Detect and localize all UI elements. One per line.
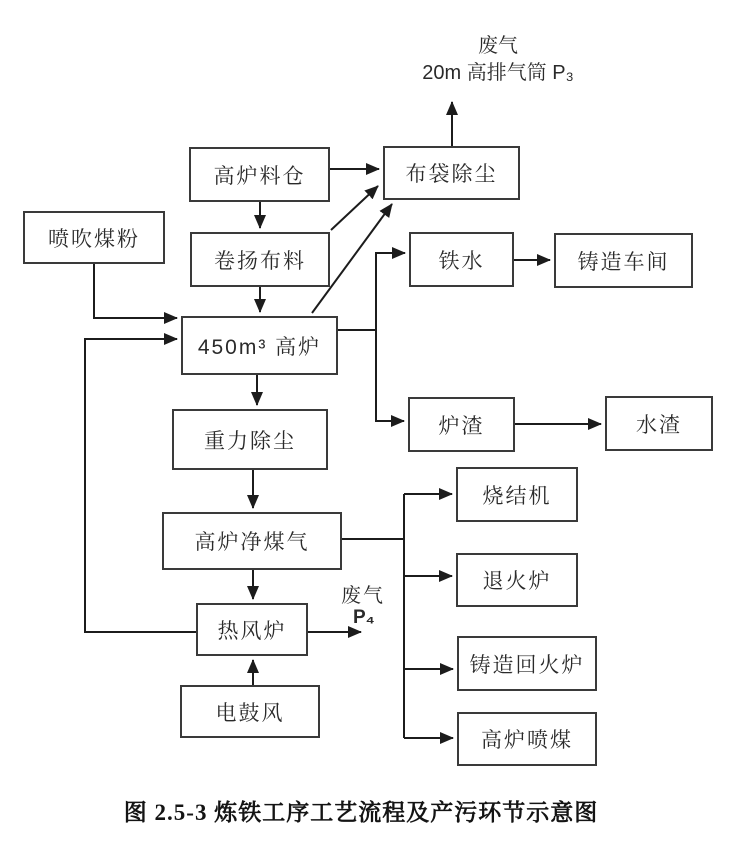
node-bag-filter: 布袋除尘 xyxy=(383,146,520,200)
edge-hoist-to-bag-filter xyxy=(331,186,378,230)
node-furnace-slag: 炉渣 xyxy=(408,397,515,452)
node-coal-powder-injection: 喷吹煤粉 xyxy=(23,211,165,264)
node-bf-coal-injection: 高炉喷煤 xyxy=(457,712,597,766)
edge-hot-blast-to-furnace xyxy=(85,339,196,632)
figure-caption: 图 2.5-3 炼铁工序工艺流程及产污环节示意图 xyxy=(123,800,599,825)
node-casting-workshop: 铸造车间 xyxy=(554,233,693,288)
edge-branch-to-slag xyxy=(376,330,404,421)
node-clean-bf-gas: 高炉净煤气 xyxy=(162,512,342,570)
node-blast-furnace-silo: 高炉料仓 xyxy=(189,147,330,202)
p4-waste-gas-text: 废气 xyxy=(341,585,385,607)
node-water-slag: 水渣 xyxy=(605,396,713,451)
node-blast-furnace-450: 450m³ 高炉 xyxy=(181,316,338,375)
node-molten-iron: 铁水 xyxy=(409,232,514,287)
stack-waste-gas-text: 废气 xyxy=(478,35,518,57)
stack-height-text: 20m 高排气筒 P₃ xyxy=(422,62,574,84)
node-electric-blower: 电鼓风 xyxy=(180,685,320,738)
node-hoist-charging: 卷扬布料 xyxy=(190,232,330,287)
edge-coal-injection-to-furnace xyxy=(94,264,177,318)
node-hot-blast-stove: 热风炉 xyxy=(196,603,308,656)
p4-outlet-text: P₄ xyxy=(353,607,375,628)
node-gravity-dedusting: 重力除尘 xyxy=(172,409,328,470)
node-annealing-furnace: 退火炉 xyxy=(456,553,578,607)
stack-outlet-label xyxy=(383,33,613,87)
node-casting-tempering-furnace: 铸造回火炉 xyxy=(457,636,597,691)
node-sinter-machine: 烧结机 xyxy=(456,467,578,522)
edge-branch-to-molten-iron xyxy=(376,253,405,330)
